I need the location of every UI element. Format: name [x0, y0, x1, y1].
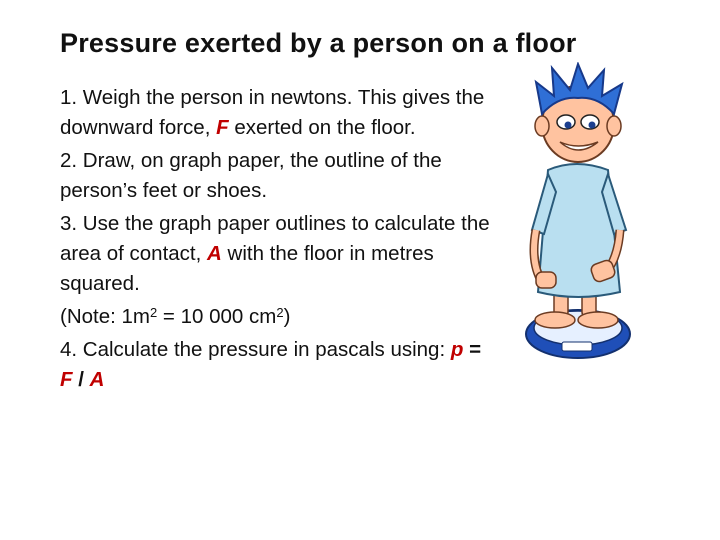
step-1 — [60, 83, 490, 143]
formula-force: F — [60, 368, 73, 391]
note-prefix: (Note: 1m — [60, 305, 150, 328]
step-1-text-end: exerted on the floor. — [228, 116, 416, 139]
equals-sign: = — [463, 338, 482, 361]
page-title: Pressure exerted by a person on a floor — [60, 28, 577, 58]
step-3 — [60, 209, 490, 299]
note-superscript-1: 2 — [150, 305, 158, 320]
step-3-text: 3. Use the graph paper outlines to calculate the area of contact, — [60, 212, 490, 265]
division-sign: / — [72, 368, 90, 391]
step-2 — [60, 146, 490, 206]
area-variable: A — [207, 242, 222, 265]
pressure-variable: p — [450, 338, 464, 361]
note-superscript-2: 2 — [276, 305, 284, 320]
note-suffix: ) — [283, 305, 291, 328]
instruction-list — [60, 83, 490, 398]
force-variable: F — [216, 116, 229, 139]
step-4-text: 4. Calculate the pressure in pascals using: — [60, 338, 451, 361]
formula-area: A — [89, 368, 105, 391]
step-4 — [60, 335, 490, 395]
person-on-scale-illustration — [508, 62, 658, 382]
step-2-text: 2. Draw, on graph paper, the outline of the person’s feet or shoes. — [60, 149, 442, 202]
step-3-text-end: with the floor in metres squared. — [60, 242, 434, 295]
unit-note — [60, 302, 490, 332]
note-middle: = 10 000 cm — [157, 305, 277, 328]
step-1-text: 1. Weigh the person in newtons. This gives the downward force, — [60, 86, 485, 139]
